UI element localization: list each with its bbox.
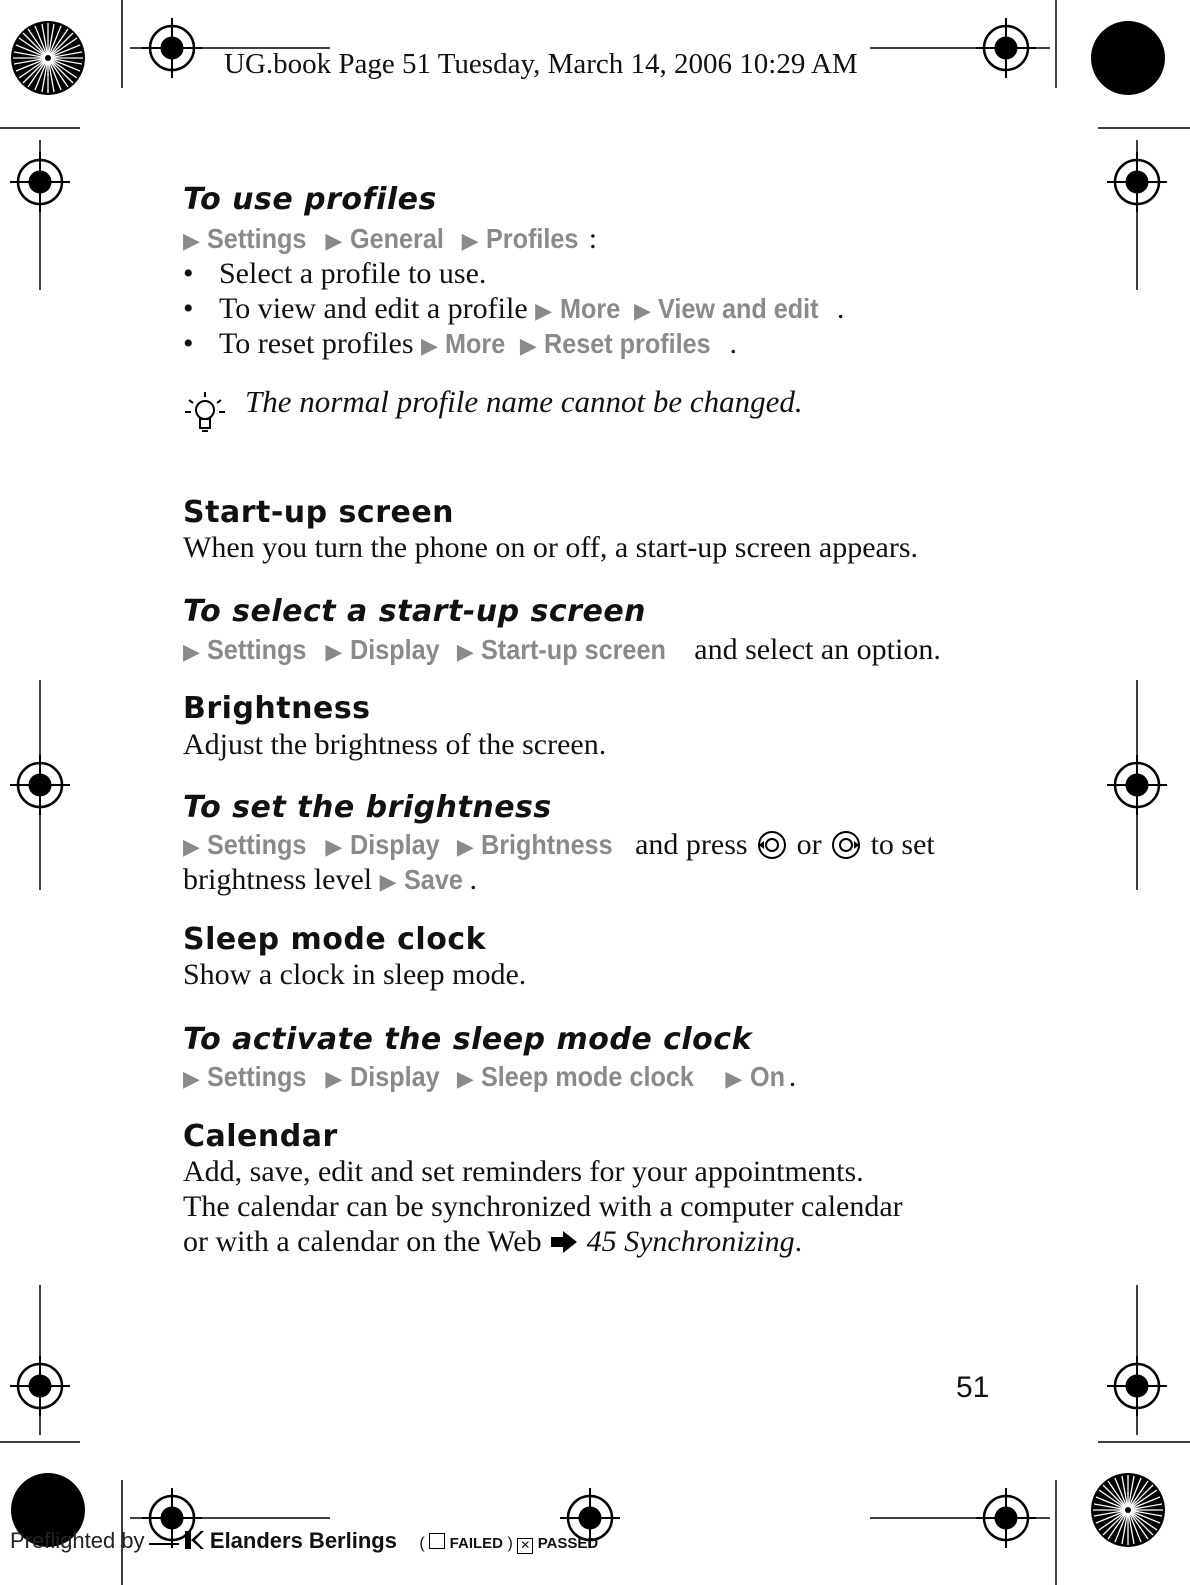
page-number: 51	[956, 1371, 990, 1404]
profiles-heading: To use profiles	[183, 182, 437, 217]
cross-reference-link: 45 Synchronizing	[586, 1225, 795, 1258]
nav-general: General	[349, 223, 444, 254]
to-set-text: to set	[870, 828, 935, 861]
arrow-icon: ▶	[325, 640, 343, 665]
nav-start-up-screen: Start-up screen	[481, 634, 667, 665]
cross-reference-arrow-icon	[549, 1230, 579, 1254]
arrow-icon: ▶	[325, 1067, 343, 1092]
running-header: UG.book Page 51 Tuesday, March 14, 2006 10:29 AM	[224, 48, 858, 80]
startup-nav-path	[183, 632, 941, 670]
arrow-icon: ▶	[183, 640, 200, 665]
arrow-icon: ▶	[456, 640, 474, 665]
brightness-nav-path	[183, 827, 935, 865]
bullet-text: To reset profiles	[219, 327, 414, 360]
bullet-text: To view and edit a profile	[219, 292, 528, 325]
calendar-line-2: The calendar can be synchronized with a computer calendar	[183, 1190, 903, 1223]
arrow-icon: ▶	[325, 835, 343, 860]
brightness-heading: Brightness	[183, 691, 371, 726]
profiles-bullet-3: • To reset profiles ▶ More ▶ Reset profiles .	[183, 327, 737, 360]
brightness-level-text: brightness level	[183, 863, 373, 896]
arrow-icon: ▶	[325, 229, 343, 254]
bullet-icon: •	[183, 327, 194, 360]
startup-body: When you turn the phone on or off, a start-up screen appears.	[183, 531, 919, 564]
arrow-icon: ▶	[456, 835, 474, 860]
nav-view-and-edit: View and edit	[658, 293, 819, 324]
sleep-body: Show a clock in sleep mode.	[183, 958, 527, 991]
passed-checkbox-checked: ✕	[517, 1538, 533, 1554]
nav-save: Save	[404, 864, 463, 895]
arrow-icon: ▶	[535, 299, 553, 324]
nav-display: Display	[349, 1061, 440, 1092]
nav-display: Display	[349, 634, 440, 665]
arrow-icon: ▶	[456, 1067, 474, 1092]
passed-label: PASSED	[537, 1535, 599, 1552]
arrow-icon: ▶	[421, 334, 438, 359]
navigation-key-left-icon	[755, 830, 789, 860]
arrow-icon: ▶	[183, 835, 200, 860]
nav-on: On	[749, 1061, 785, 1092]
elanders-logo-icon	[183, 1529, 205, 1551]
brightness-nav-line2: brightness level ▶ Save .	[183, 863, 477, 896]
tip-text: The normal profile name cannot be changed.	[245, 384, 803, 419]
arrow-icon: ▶	[183, 1067, 200, 1092]
brightness-subheading: To set the brightness	[183, 790, 552, 825]
sleep-nav-path: ▶ Settings ▶ Display ▶ Sleep mode clock ▶ On .	[183, 1060, 797, 1093]
failed-checkbox	[429, 1533, 445, 1549]
preflight-footer: Preflighted by Elanders Berlings ( FAILED ) ✕ PASSED	[10, 1528, 599, 1553]
bullet-icon: •	[183, 292, 194, 325]
calendar-line-1: Add, save, edit and set reminders for your appointments.	[183, 1155, 864, 1188]
failed-label: FAILED	[449, 1535, 503, 1552]
arrow-icon: ▶	[183, 229, 200, 254]
profiles-bullet-1	[183, 256, 486, 291]
arrow-icon: ▶	[633, 299, 651, 324]
brightness-mid-text: and press	[635, 828, 748, 861]
navigation-key-right-icon	[829, 830, 863, 860]
or-text: or	[796, 828, 822, 861]
nav-brightness: Brightness	[481, 829, 613, 860]
profiles-bullet-2: • To view and edit a profile ▶ More ▶ View and edit .	[183, 292, 845, 325]
nav-profiles: Profiles	[486, 223, 579, 254]
startup-tail: and select an option.	[694, 633, 941, 666]
arrow-icon: ▶	[461, 229, 479, 254]
calendar-line-3: or with a calendar on the Web 45 Synchronizing.	[183, 1225, 803, 1258]
nav-settings: Settings	[207, 829, 307, 860]
elanders-berlings-logo: Elanders Berlings	[209, 1528, 397, 1553]
profiles-nav-path	[183, 221, 597, 259]
startup-subheading: To select a start-up screen	[183, 594, 647, 629]
bullet-icon: •	[183, 257, 194, 290]
nav-settings: Settings	[207, 634, 307, 665]
preflight-label: Preflighted by	[10, 1528, 145, 1553]
nav-more: More	[559, 293, 620, 324]
nav-display: Display	[349, 829, 440, 860]
colon: :	[588, 222, 598, 255]
nav-settings: Settings	[207, 223, 307, 254]
brightness-body: Adjust the brightness of the screen.	[183, 728, 607, 761]
lightbulb-tip-icon	[180, 388, 230, 438]
nav-sleep-mode-clock: Sleep mode clock	[481, 1061, 695, 1092]
arrow-icon: ▶	[519, 334, 537, 359]
calendar-heading: Calendar	[183, 1119, 338, 1154]
arrow-icon: ▶	[379, 870, 397, 895]
sleep-heading: Sleep mode clock	[183, 922, 487, 957]
bullet-text: Select a profile to use.	[219, 257, 487, 290]
startup-heading: Start-up screen	[183, 495, 455, 530]
nav-settings: Settings	[207, 1061, 307, 1092]
sleep-subheading: To activate the sleep mode clock	[183, 1022, 753, 1057]
nav-more: More	[445, 328, 506, 359]
nav-reset-profiles: Reset profiles	[544, 328, 711, 359]
footer-dash	[149, 1543, 179, 1545]
arrow-icon: ▶	[725, 1067, 743, 1092]
calendar-line-3-text: or with a calendar on the Web	[183, 1225, 542, 1258]
